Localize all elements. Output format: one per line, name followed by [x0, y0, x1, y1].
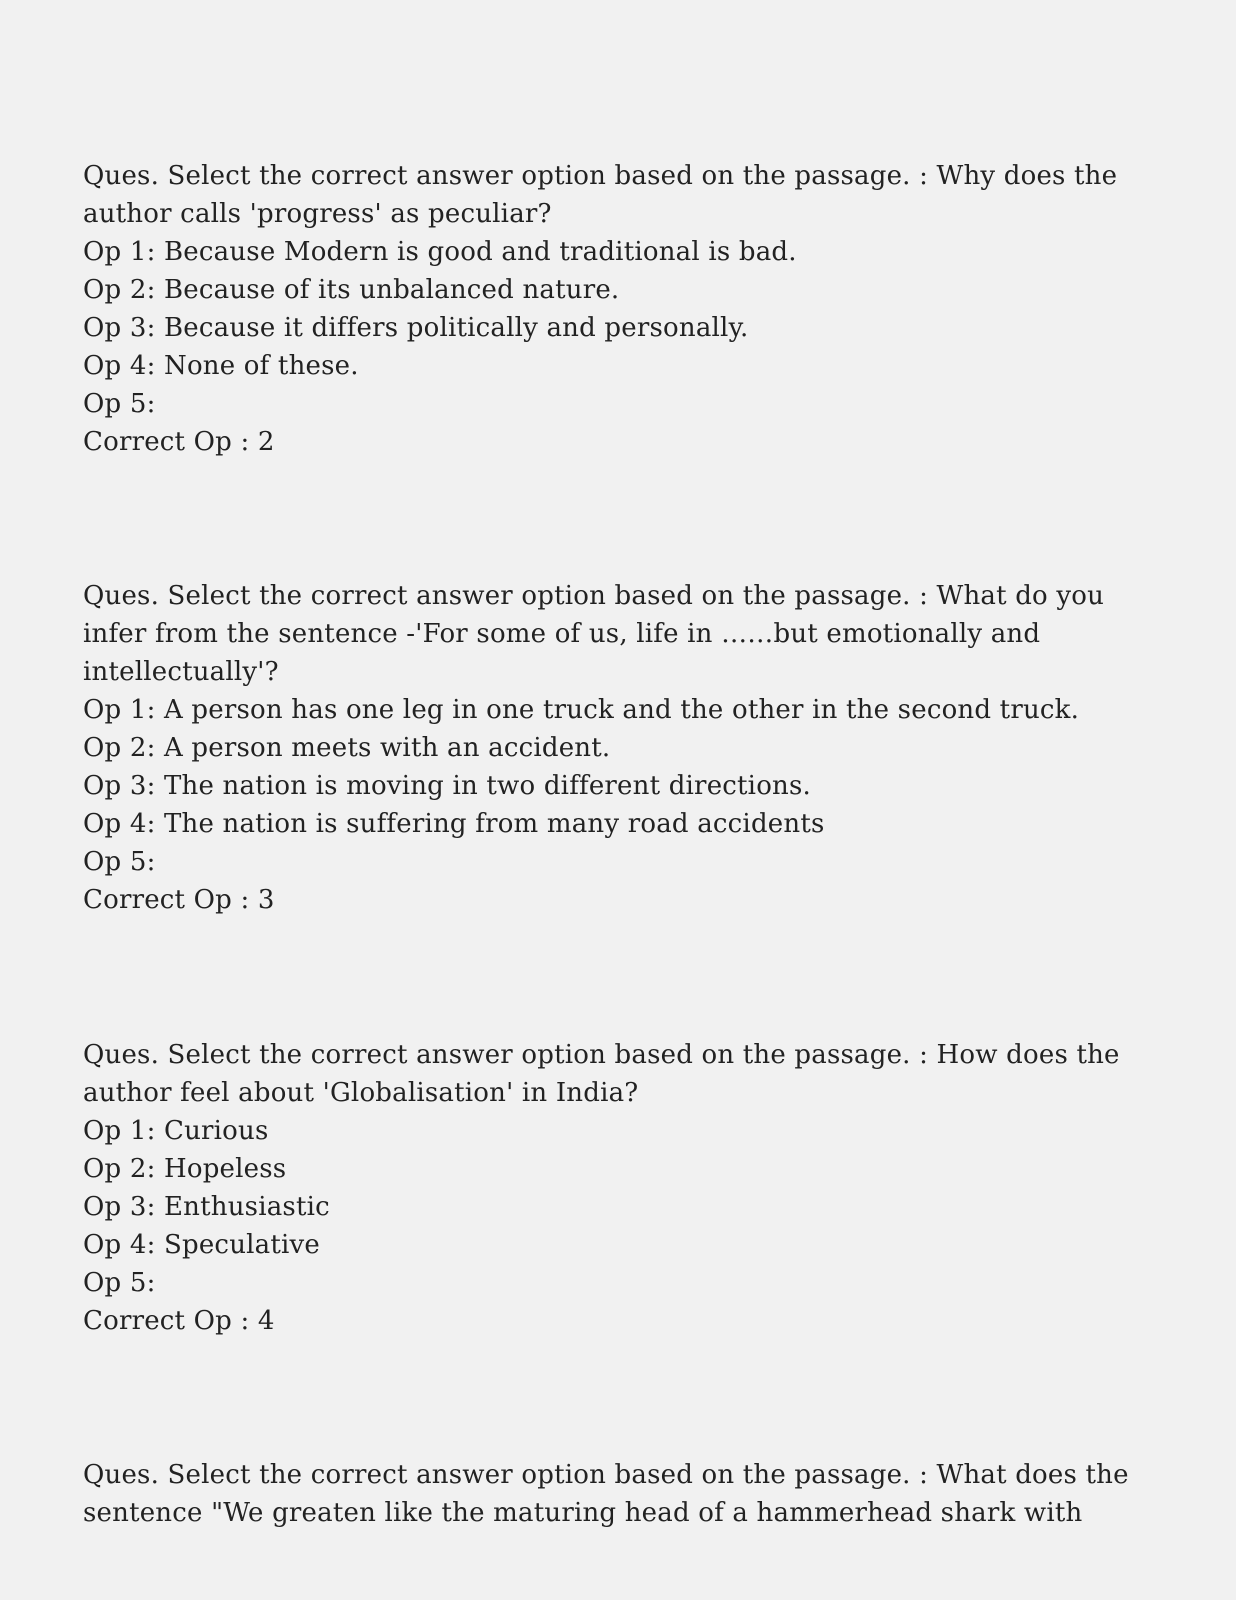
- option-2: Op 2: Because of its unbalanced nature.: [83, 275, 620, 305]
- question-block-1: [83, 157, 1193, 461]
- correct-option: Correct Op : 2: [83, 427, 275, 457]
- option-1: Op 1: Because Modern is good and traditional is bad.: [83, 237, 797, 267]
- correct-option: Correct Op : 3: [83, 885, 275, 915]
- question-text-line: infer from the sentence -'For some of us, life in ……but emotionally and: [83, 619, 1041, 649]
- option-2: Op 2: Hopeless: [83, 1154, 287, 1184]
- option-5: Op 5:: [83, 389, 156, 419]
- question-text-line: sentence "We greaten like the maturing head of a hammerhead shark with: [83, 1498, 1083, 1528]
- question-text-line: intellectually'?: [83, 657, 279, 687]
- correct-option: Correct Op : 4: [83, 1306, 275, 1336]
- option-2: Op 2: A person meets with an accident.: [83, 733, 611, 763]
- question-text-line: Ques. Select the correct answer option based on the passage. : What do you: [83, 581, 1105, 611]
- question-text-line: Ques. Select the correct answer option based on the passage. : Why does the: [83, 161, 1118, 191]
- question-block-2: [83, 577, 1193, 919]
- option-1: Op 1: Curious: [83, 1116, 269, 1146]
- option-3: Op 3: Because it differs politically and personally.: [83, 313, 749, 343]
- question-block-3: [83, 1036, 1193, 1340]
- question-text-line: Ques. Select the correct answer option based on the passage. : What does the: [83, 1460, 1129, 1490]
- option-3: Op 3: Enthusiastic: [83, 1192, 330, 1222]
- option-4: Op 4: Speculative: [83, 1230, 320, 1260]
- option-5: Op 5:: [83, 847, 156, 877]
- option-3: Op 3: The nation is moving in two different directions.: [83, 771, 812, 801]
- question-text-line: author calls 'progress' as peculiar?: [83, 199, 552, 229]
- option-1: Op 1: A person has one leg in one truck and the other in the second truck.: [83, 695, 1080, 725]
- option-5: Op 5:: [83, 1268, 156, 1298]
- question-text-line: author feel about 'Globalisation' in India?: [83, 1078, 639, 1108]
- question-text-line: Ques. Select the correct answer option based on the passage. : How does the: [83, 1040, 1120, 1070]
- question-block-4: [83, 1456, 1193, 1532]
- option-4: Op 4: The nation is suffering from many road accidents: [83, 809, 825, 839]
- option-4: Op 4: None of these.: [83, 351, 359, 381]
